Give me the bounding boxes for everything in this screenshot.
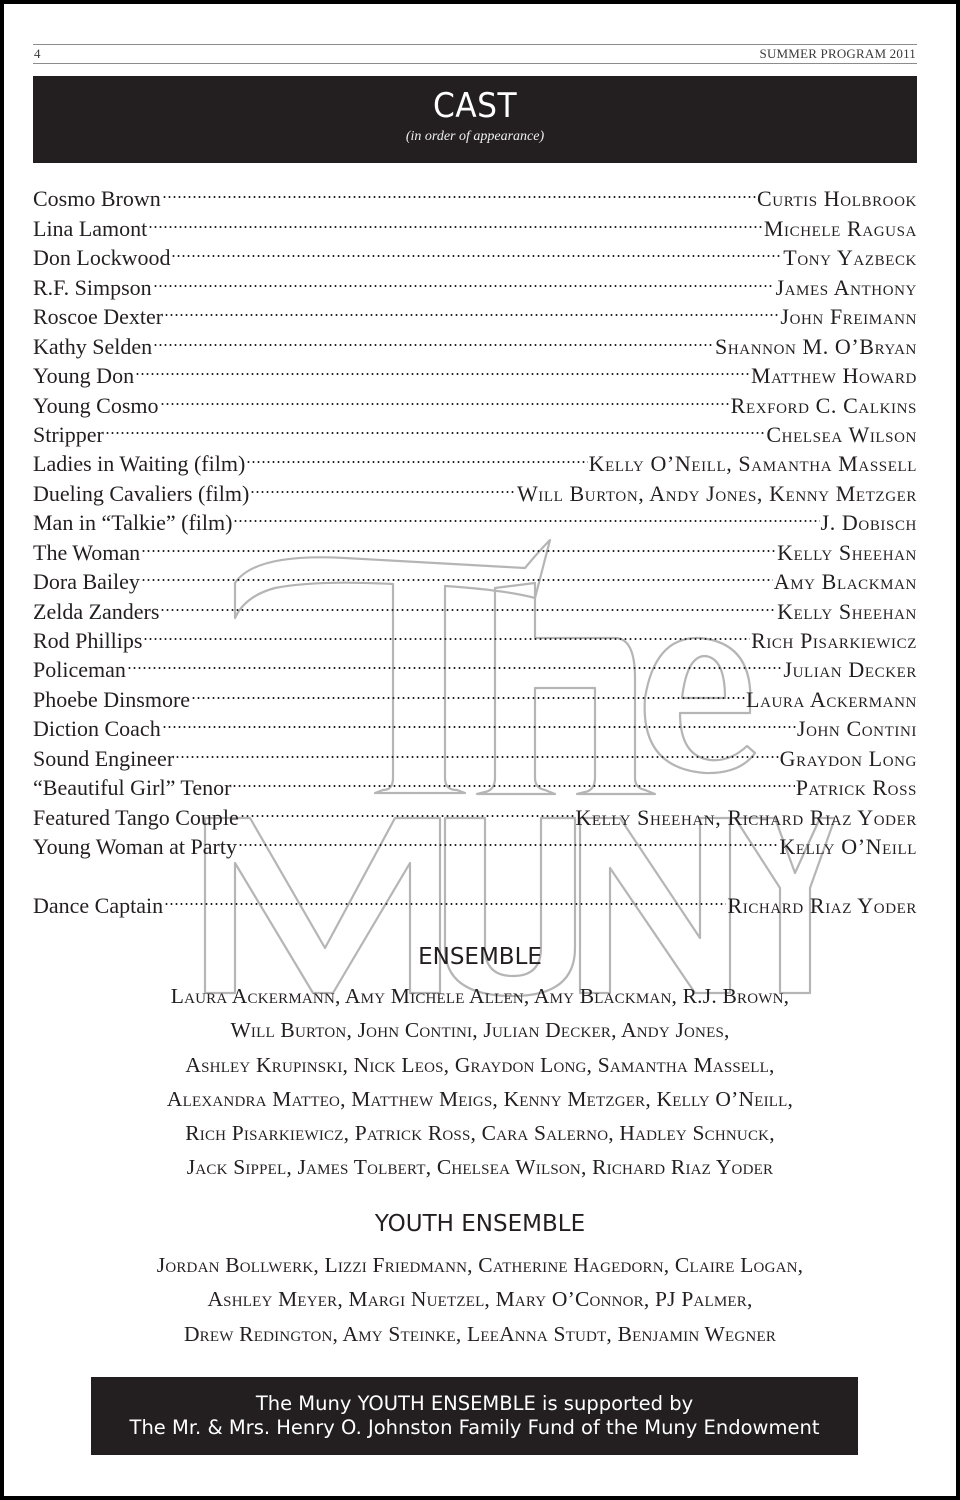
dot-leader — [171, 236, 782, 265]
dot-leader — [135, 354, 750, 383]
cast-actor: Kelly O’Neill, Samantha Massell — [588, 451, 917, 477]
cast-role: The Woman — [33, 539, 141, 565]
cast-role: “Beautiful Girl” Tenor — [33, 775, 232, 801]
cast-role: Stripper — [33, 421, 104, 447]
cast-role: Dora Bailey — [33, 569, 140, 595]
cast-row — [33, 177, 917, 212]
dot-leader — [164, 884, 726, 913]
cast-role: Cosmo Brown — [33, 186, 161, 212]
cast-role: Dueling Cavaliers (film) — [33, 480, 250, 506]
cast-actor: Rich Pisarkiewicz — [751, 628, 917, 653]
support-line-2: The Mr. & Mrs. Henry O. Johnston Family Fund of the Muny Endowment — [129, 1416, 820, 1439]
ensemble-line: Rich Pisarkiewicz, Patrick Ross, Cara Salerno, Hadley Schnuck, — [185, 1121, 775, 1146]
ensemble-names — [0, 979, 960, 1185]
program-title: SUMMER PROGRAM 2011 — [759, 46, 916, 61]
dot-leader — [153, 265, 775, 294]
cast-role: Young Cosmo — [33, 392, 159, 418]
cast-role: Kathy Selden — [33, 333, 153, 359]
cast-actor: Richard Riaz Yoder — [727, 892, 917, 918]
dot-leader — [233, 501, 819, 530]
cast-subtitle: (in order of appearance) — [405, 129, 545, 144]
dot-leader — [175, 736, 779, 765]
dot-leader — [153, 324, 714, 353]
dot-leader — [160, 383, 730, 412]
cast-role: Lina Lamont — [33, 215, 148, 241]
dot-leader — [250, 471, 516, 500]
cast-role: Don Lockwood — [33, 245, 171, 271]
cast-role: Featured Tango Couple — [33, 804, 239, 830]
ensemble-line: Alexandra Matteo, Matthew Meigs, Kenny Metzger, Kelly O’Neill, — [166, 1086, 794, 1111]
support-banner — [91, 1377, 858, 1455]
cast-role: Zelda Zanders — [33, 598, 160, 624]
cast-row — [33, 736, 917, 771]
cast-actor: Kelly O’Neill — [779, 834, 917, 860]
youth-ensemble-line: Jordan Bollwerk, Lizzi Friedmann, Catherine Hagedorn, Claire Logan, — [156, 1253, 804, 1277]
cast-role: Rod Phillips — [33, 628, 143, 653]
cast-actor: Patrick Ross — [795, 775, 917, 801]
dot-leader — [162, 707, 796, 736]
cast-role: Phoebe Dinsmore — [33, 686, 191, 712]
dot-leader — [141, 530, 776, 559]
cast-role: Diction Coach — [33, 716, 161, 742]
cast-actor: James Anthony — [775, 274, 917, 300]
dot-leader — [105, 413, 766, 442]
cast-list — [33, 177, 917, 918]
cast-role: Policeman — [33, 657, 126, 683]
ensemble-heading: ENSEMBLE — [418, 944, 542, 970]
cast-role: Roscoe Dexter — [33, 304, 164, 330]
dot-leader — [238, 825, 778, 854]
dot-leader — [160, 589, 776, 618]
cast-role: Young Woman at Party — [33, 834, 237, 860]
cast-actor: Kelly Sheehan, Richard Riaz Yoder — [575, 804, 917, 830]
youth-ensemble-heading: YOUTH ENSEMBLE — [374, 1211, 586, 1237]
cast-actor: Will Burton, Andy Jones, Kenny Metzger — [516, 480, 917, 506]
dot-leader — [127, 648, 783, 677]
cast-actor: Michele Ragusa — [763, 215, 917, 241]
cast-actor: Tony Yazbeck — [783, 245, 917, 271]
ensemble-line: Laura Ackermann, Amy Michele Allen, Amy Blackman, R.J. Brown, — [170, 984, 790, 1008]
cast-role: R.F. Simpson — [33, 274, 152, 300]
dot-leader — [240, 795, 575, 824]
youth-ensemble-line: Ashley Meyer, Margi Nuetzel, Mary O’Connor, PJ Palmer, — [207, 1287, 753, 1312]
cast-actor: John Contini — [796, 716, 917, 742]
cast-actor: Graydon Long — [779, 745, 917, 771]
cast-actor: Laura Ackermann — [746, 686, 917, 712]
cast-role: Ladies in Waiting (film) — [33, 451, 246, 477]
cast-row — [33, 530, 917, 565]
dot-leader — [141, 560, 773, 589]
cast-banner — [33, 76, 917, 163]
youth-ensemble-line: Drew Redington, Amy Steinke, LeeAnna Studt, Benjamin Wegner — [183, 1321, 777, 1346]
cast-actor: Matthew Howard — [751, 363, 917, 389]
dot-leader — [191, 677, 745, 706]
cast-actor: Rexford C. Calkins — [730, 392, 917, 418]
running-head — [33, 44, 917, 64]
ensemble-line: Will Burton, John Contini, Julian Decker, Andy Jones, — [230, 1018, 730, 1043]
cast-actor: John Freimann — [780, 304, 917, 330]
dot-leader — [164, 295, 779, 324]
dot-leader — [148, 206, 763, 235]
cast-row-dance-captain — [33, 884, 917, 918]
youth-ensemble-names — [0, 1248, 960, 1351]
ensemble-line: Jack Sippel, James Tolbert, Chelsea Wilson, Richard Riaz Yoder — [186, 1155, 774, 1180]
cast-role: Dance Captain — [33, 892, 164, 918]
cast-actor: Chelsea Wilson — [766, 421, 917, 447]
cast-actor: Kelly Sheehan — [777, 598, 917, 624]
ensemble-line: Ashley Krupinski, Nick Leos, Graydon Long, Samantha Massell, — [185, 1052, 775, 1077]
dot-leader — [162, 177, 756, 206]
cast-actor: Julian Decker — [783, 657, 917, 683]
dot-leader — [246, 442, 587, 471]
page-number: 4 — [34, 46, 41, 61]
cast-row — [33, 707, 917, 742]
cast-actor: Amy Blackman — [773, 569, 917, 595]
dot-leader — [143, 619, 750, 648]
cast-role: Sound Engineer — [33, 745, 175, 771]
dot-leader — [232, 766, 794, 795]
cast-actor: Curtis Holbrook — [756, 186, 917, 212]
cast-actor: Shannon M. O’Bryan — [715, 333, 917, 359]
support-line-1: The Muny YOUTH ENSEMBLE is supported by — [255, 1392, 694, 1415]
cast-actor: Kelly Sheehan — [777, 539, 917, 565]
cast-role: Young Don — [33, 363, 135, 389]
cast-title: CAST — [432, 86, 518, 126]
cast-actor: J. Dobisch — [820, 510, 917, 536]
cast-role: Man in “Talkie” (film) — [33, 510, 233, 536]
